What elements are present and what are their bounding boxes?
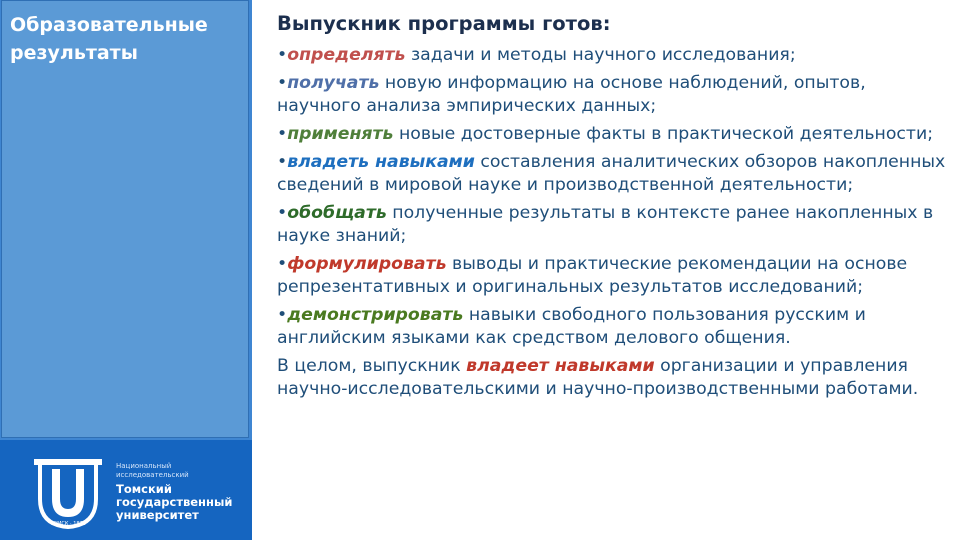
- list-item: [277, 304, 947, 350]
- item-text: составления аналитических обзоров накопленных сведений в мировой науке и производственной деятельности;: [277, 152, 946, 195]
- item-text: задачи и методы научного исследования;: [405, 45, 796, 65]
- bullet: •: [277, 305, 288, 325]
- item-keyword: обобщать: [287, 203, 387, 223]
- summary-text-start: В целом, выпускник: [277, 356, 467, 376]
- item-keyword: получать: [287, 73, 380, 93]
- item-text: выводы и практические рекомендации на основе репрезентативных и оригинальных результатов исследований;: [277, 254, 908, 297]
- bullet: •: [277, 152, 288, 172]
- summary-paragraph: [277, 355, 947, 401]
- list-item: [277, 44, 947, 67]
- list-item: [277, 202, 947, 248]
- university-logo-icon: [30, 455, 106, 531]
- item-keyword: определять: [287, 45, 406, 65]
- university-subtitle: Национальный исследовательский: [116, 462, 189, 479]
- item-text: новые достоверные факты в практической деятельности;: [393, 124, 934, 144]
- bullet: •: [277, 73, 288, 93]
- list-item: [277, 72, 947, 118]
- university-name: Томский государственный университет: [116, 482, 233, 522]
- bullet: •: [277, 124, 288, 144]
- bullet: •: [277, 45, 288, 65]
- sidebar-title: Образовательные результаты: [10, 14, 208, 64]
- list-item: [277, 123, 947, 146]
- summary-text-end: организации и управления научно-исследовательскими и научно-производственными работами.: [277, 356, 919, 399]
- item-keyword: применять: [287, 124, 394, 144]
- content-area: [277, 12, 947, 406]
- item-keyword: владеть навыками: [287, 152, 475, 172]
- sidebar-title-panel: [1, 0, 249, 438]
- list-item: [277, 151, 947, 197]
- item-keyword: демонстрировать: [287, 305, 464, 325]
- summary-keyword: владеет навыками: [466, 356, 655, 376]
- item-keyword: формулировать: [287, 254, 447, 274]
- item-text: навыки свободного пользования русским и английским языками как средством делового общения.: [277, 305, 866, 348]
- sidebar: [0, 0, 252, 540]
- list-item: [277, 253, 947, 299]
- item-text: полученные результаты в контексте ранее накопленных в науке знаний;: [277, 203, 934, 246]
- bullet: •: [277, 203, 288, 223]
- item-text: новую информацию на основе наблюдений, опытов, научного анализа эмпирических данных;: [277, 73, 866, 116]
- bullet: •: [277, 254, 288, 274]
- page-title: Выпускник программы готов:: [277, 12, 611, 35]
- logo-ring-text: ТОМСК · 1878: [50, 521, 86, 527]
